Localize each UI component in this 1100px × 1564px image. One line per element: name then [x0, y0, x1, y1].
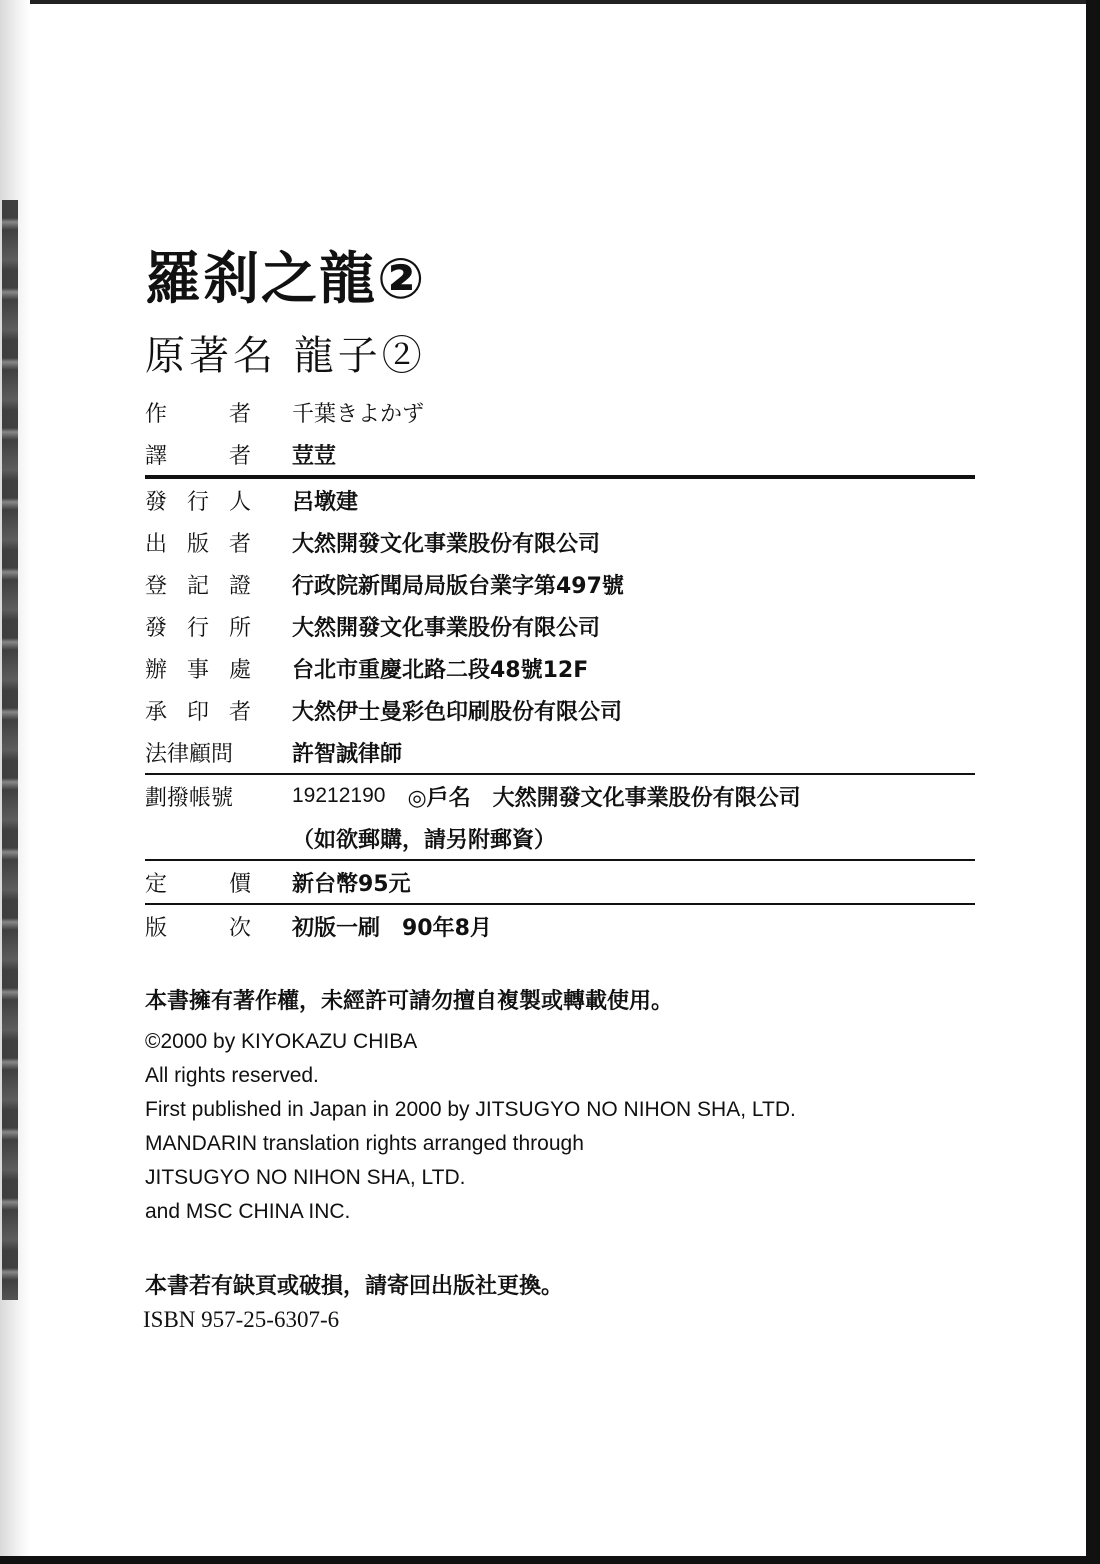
original-title: 原著名 龍子②	[145, 333, 426, 379]
account-details	[292, 775, 801, 859]
credit-row-author	[145, 391, 975, 433]
credit-value: 荳荳	[292, 443, 337, 469]
copyright-notice: 本書擁有著作權，未經許可請勿擅自複製或轉載使用。	[145, 989, 674, 1014]
credit-row-publisher-person	[145, 479, 975, 521]
credit-label: 發行所	[145, 615, 272, 641]
page-edge-bottom	[0, 1556, 1100, 1564]
credit-row-publisher	[145, 521, 975, 563]
credit-label: 承印者	[145, 699, 272, 725]
page-edge-scan-shadow	[2, 200, 18, 1300]
credit-label: 作 者	[145, 401, 272, 427]
price-row	[145, 861, 975, 903]
english-line: JITSUGYO NO NIHON SHA, LTD.	[145, 1166, 466, 1189]
credit-row-distributor	[145, 605, 975, 647]
credit-label: 譯 者	[145, 443, 272, 469]
isbn: ISBN 957-25-6307-6	[143, 1307, 340, 1332]
english-line: First published in Japan in 2000 by JITSUGYO NO NIHON SHA, LTD.	[145, 1098, 796, 1121]
english-line: All rights reserved.	[145, 1064, 319, 1087]
english-line: MANDARIN translation rights arranged through	[145, 1132, 584, 1155]
price-value: 新台幣95元	[292, 871, 411, 897]
account-number: 19212190	[292, 784, 386, 807]
credit-label: 辦事處	[145, 657, 272, 683]
account-note: （如欲郵購，請另附郵資）	[292, 827, 557, 853]
replacement-notice: 本書若有缺頁或破損，請寄回出版社更換。	[145, 1274, 564, 1299]
credit-row-legal	[145, 731, 975, 773]
credit-row-printer	[145, 689, 975, 731]
credit-value: 呂墩建	[292, 489, 359, 515]
credit-label: 發行人	[145, 489, 272, 515]
page-edge-right	[1086, 0, 1100, 1564]
credit-value: 大然開發文化事業股份有限公司	[292, 615, 601, 641]
page-edge-top	[0, 0, 1100, 4]
edition-value: 初版一刷 90年8月	[292, 915, 492, 941]
account-label: 劃撥帳號	[145, 785, 234, 811]
credit-label: 法律顧問	[145, 741, 234, 767]
account-row	[145, 775, 975, 859]
price-label: 定 價	[145, 871, 272, 897]
credit-value: 行政院新聞局局版台業字第497號	[292, 573, 624, 599]
credit-value: 台北市重慶北路二段48號12F	[292, 657, 589, 683]
account-line	[292, 775, 801, 817]
credit-value: 千葉きよかず	[292, 401, 425, 427]
english-rights-block	[145, 1025, 975, 1229]
english-line: ©2000 by KIYOKAZU CHIBA	[145, 1030, 418, 1053]
credit-value: 大然開發文化事業股份有限公司	[292, 531, 601, 557]
credit-value: 大然伊士曼彩色印刷股份有限公司	[292, 699, 623, 725]
credit-label: 出版者	[145, 531, 272, 557]
credits-list	[145, 391, 975, 947]
account-holder: ◎戶名 大然開發文化事業股份有限公司	[407, 785, 801, 811]
credit-row-translator	[145, 433, 975, 475]
credit-label: 登記證	[145, 573, 272, 599]
english-line: and MSC CHINA INC.	[145, 1200, 351, 1223]
credit-value: 許智誠律師	[292, 741, 403, 767]
book-title: 羅刹之龍②	[145, 247, 427, 312]
edition-label: 版 次	[145, 915, 272, 941]
edition-row	[145, 905, 975, 947]
credit-row-office	[145, 647, 975, 689]
colophon	[145, 245, 975, 1337]
credit-row-registration	[145, 563, 975, 605]
